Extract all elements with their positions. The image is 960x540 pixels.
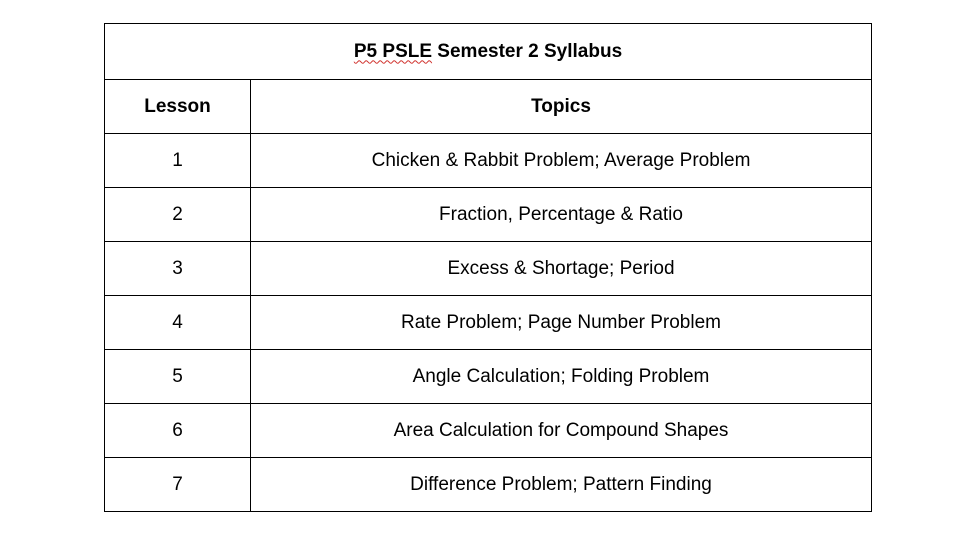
lesson-topic: Rate Problem; Page Number Problem — [251, 296, 872, 350]
lesson-topic: Area Calculation for Compound Shapes — [251, 404, 872, 458]
table-row — [105, 296, 872, 350]
lesson-topic: Chicken & Rabbit Problem; Average Problem — [251, 134, 872, 188]
lesson-topic: Excess & Shortage; Period — [251, 242, 872, 296]
table-title — [105, 24, 872, 80]
column-header-lesson: Lesson — [105, 80, 251, 134]
lesson-topic: Difference Problem; Pattern Finding — [251, 458, 872, 512]
table-row — [105, 404, 872, 458]
table-row — [105, 458, 872, 512]
table-row — [105, 188, 872, 242]
lesson-number: 6 — [105, 404, 251, 458]
lesson-number: 3 — [105, 242, 251, 296]
header-row — [105, 80, 872, 134]
title-row — [105, 24, 872, 80]
title-rest: Semester 2 Syllabus — [432, 40, 623, 62]
lesson-number: 5 — [105, 350, 251, 404]
lesson-topic: Fraction, Percentage & Ratio — [251, 188, 872, 242]
lesson-topic: Angle Calculation; Folding Problem — [251, 350, 872, 404]
column-header-topics: Topics — [251, 80, 872, 134]
lesson-number: 4 — [105, 296, 251, 350]
table-row — [105, 134, 872, 188]
lesson-number: 1 — [105, 134, 251, 188]
table-row — [105, 350, 872, 404]
table-row — [105, 242, 872, 296]
lesson-number: 7 — [105, 458, 251, 512]
lesson-number: 2 — [105, 188, 251, 242]
title-prefix: P5 PSLE — [353, 40, 433, 62]
syllabus-table — [104, 23, 872, 512]
